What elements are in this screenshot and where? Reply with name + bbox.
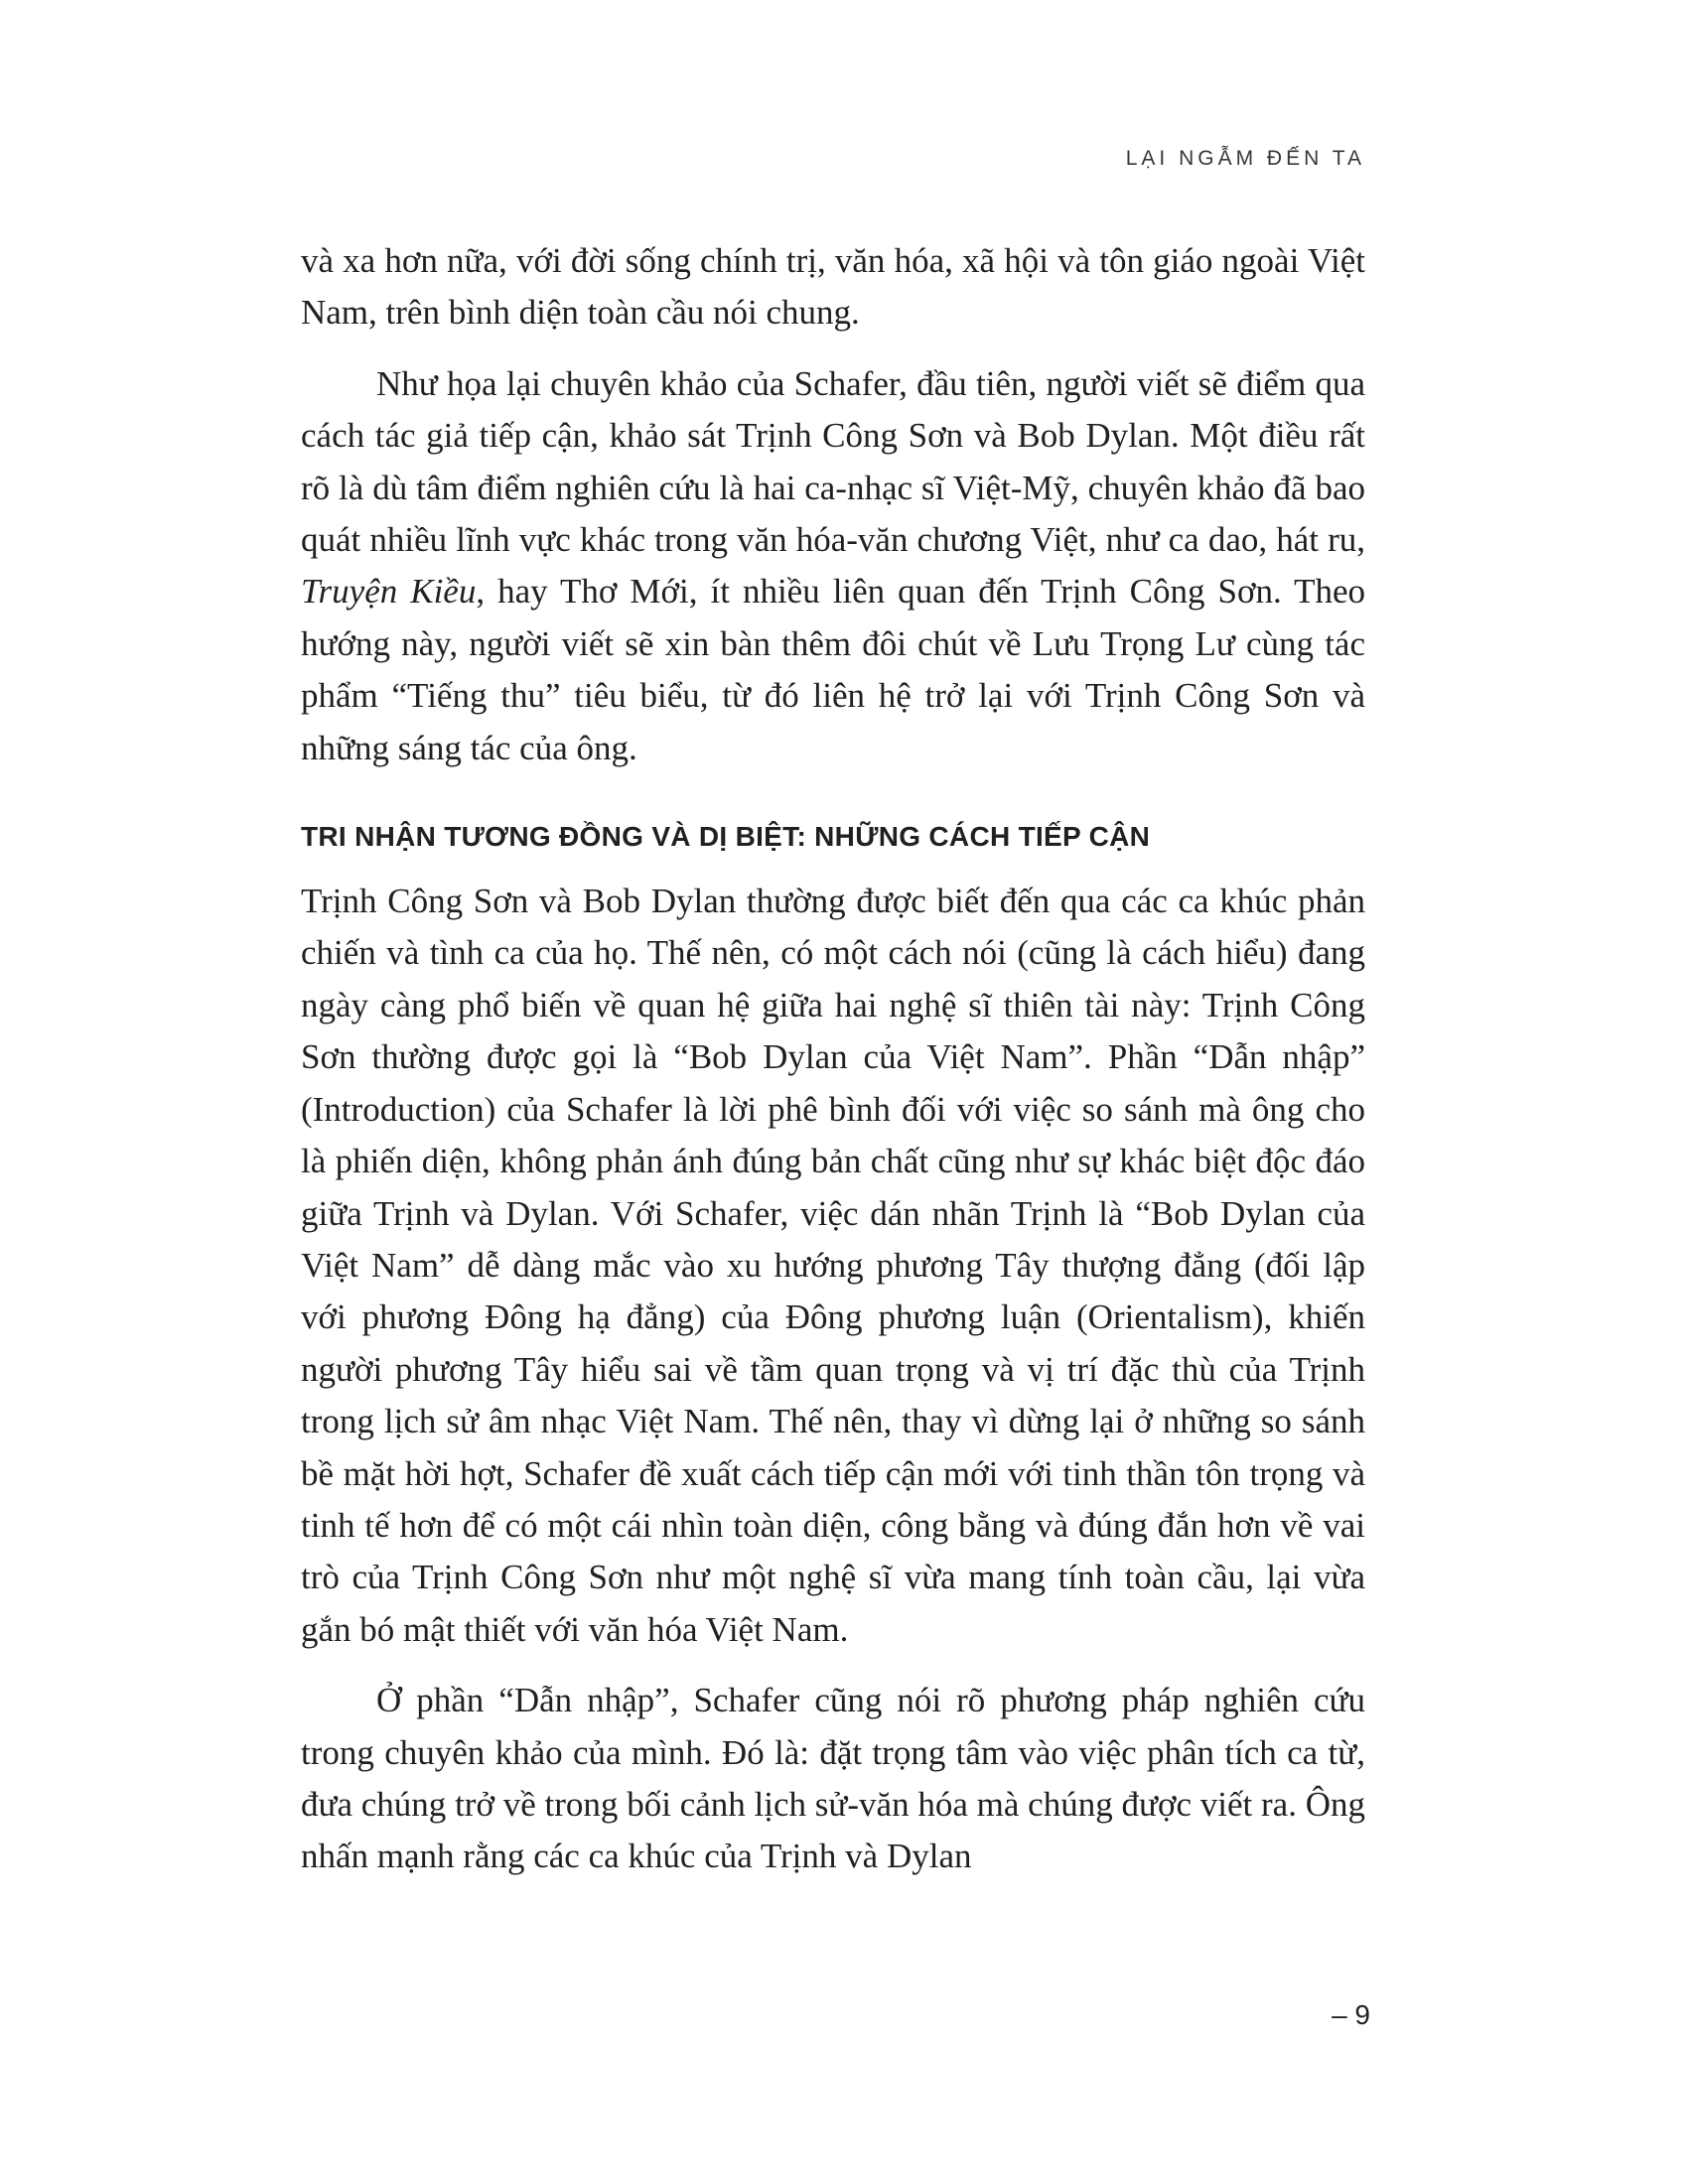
paragraph-4: Ở phần “Dẫn nhập”, Schafer cũng nói rõ phương pháp nghiên cứu trong chuyên khảo của mình. Đó là: đặt trọng tâm vào việc phân tích ca từ, đưa chúng trở về trong bối cảnh lịch sử-văn hóa mà chúng được viết ra. Ông nhấn mạnh rằng các ca khúc của Trịnh và Dylan: [301, 1681, 1365, 1876]
page-number: – 9: [1332, 1999, 1370, 2030]
paragraph-2-text-a: Như họa lại chuyên khảo của Schafer, đầu tiên, người viết sẽ điểm qua cách tác giả tiếp cận, khảo sát Trịnh Công Sơn và Bob Dylan. Một điều rất rõ là dù tâm điểm nghiên cứu là hai ca-nhạc sĩ Việt-Mỹ, chuyên khảo đã bao quát nhiều lĩnh vực khác trong văn hóa-văn chương Việt, như ca dao, hát ru,: [301, 363, 1365, 560]
body-text: [301, 235, 1365, 1883]
book-title-truyen-kieu: Truyện Kiều: [301, 572, 477, 612]
paragraph-2: [301, 358, 1365, 774]
paragraph-3: Trịnh Công Sơn và Bob Dylan thường được biết đến qua các ca khúc phản chiến và tình ca của họ. Thế nên, có một cách nói (cũng là cách hiểu) đang ngày càng phổ biến về quan hệ giữa hai nghệ sĩ thiên tài này: Trịnh Công Sơn thường được gọi là “Bob Dylan của Việt Nam”. Phần “Dẫn nhập” (Introduction) của Schafer là lời phê bình đối với việc so sánh mà ông cho là phiến diện, không phản ánh đúng bản chất cũng như sự khác biệt độc đáo giữa Trịnh và Dylan. Với Schafer, việc dán nhãn Trịnh là “Bob Dylan của Việt Nam” dễ dàng mắc vào xu hướng phương Tây thượng đẳng (đối lập với phương Đông hạ đẳng) của Đông phương luận (Orientalism), khiến người phương Tây hiểu sai về tầm quan trọng và vị trí đặc thù của Trịnh trong lịch sử âm nhạc Việt Nam. Thế nên, thay vì dừng lại ở những so sánh bề mặt hời hợt, Schafer đề xuất cách tiếp cận mới với tinh thần tôn trọng và tinh tế hơn để có một cái nhìn toàn diện, công bằng và đúng đắn hơn về vai trò của Trịnh Công Sơn như một nghệ sĩ vừa mang tính toàn cầu, lại vừa gắn bó mật thiết với văn hóa Việt Nam.: [301, 882, 1365, 1649]
paragraph-2-text-b: , hay Thơ Mới, ít nhiều liên quan đến Trịnh Công Sơn. Theo hướng này, người viết sẽ xin bàn thêm đôi chút về Lưu Trọng Lư cùng tác phẩm “Tiếng thu” tiêu biểu, từ đó liên hệ trở lại với Trịnh Công Sơn và những sáng tác của ông.: [301, 572, 1366, 767]
running-head: LẠI NGẪM ĐẾN TA: [1125, 147, 1365, 170]
paragraph-1: và xa hơn nữa, với đời sống chính trị, văn hóa, xã hội và tôn giáo ngoài Việt Nam, trên bình diện toàn cầu nói chung.: [301, 241, 1365, 333]
section-heading: TRI NHẬN TƯƠNG ĐỒNG VÀ DỊ BIỆT: NHỮNG CÁCH TIẾP CẬN: [301, 821, 1151, 853]
